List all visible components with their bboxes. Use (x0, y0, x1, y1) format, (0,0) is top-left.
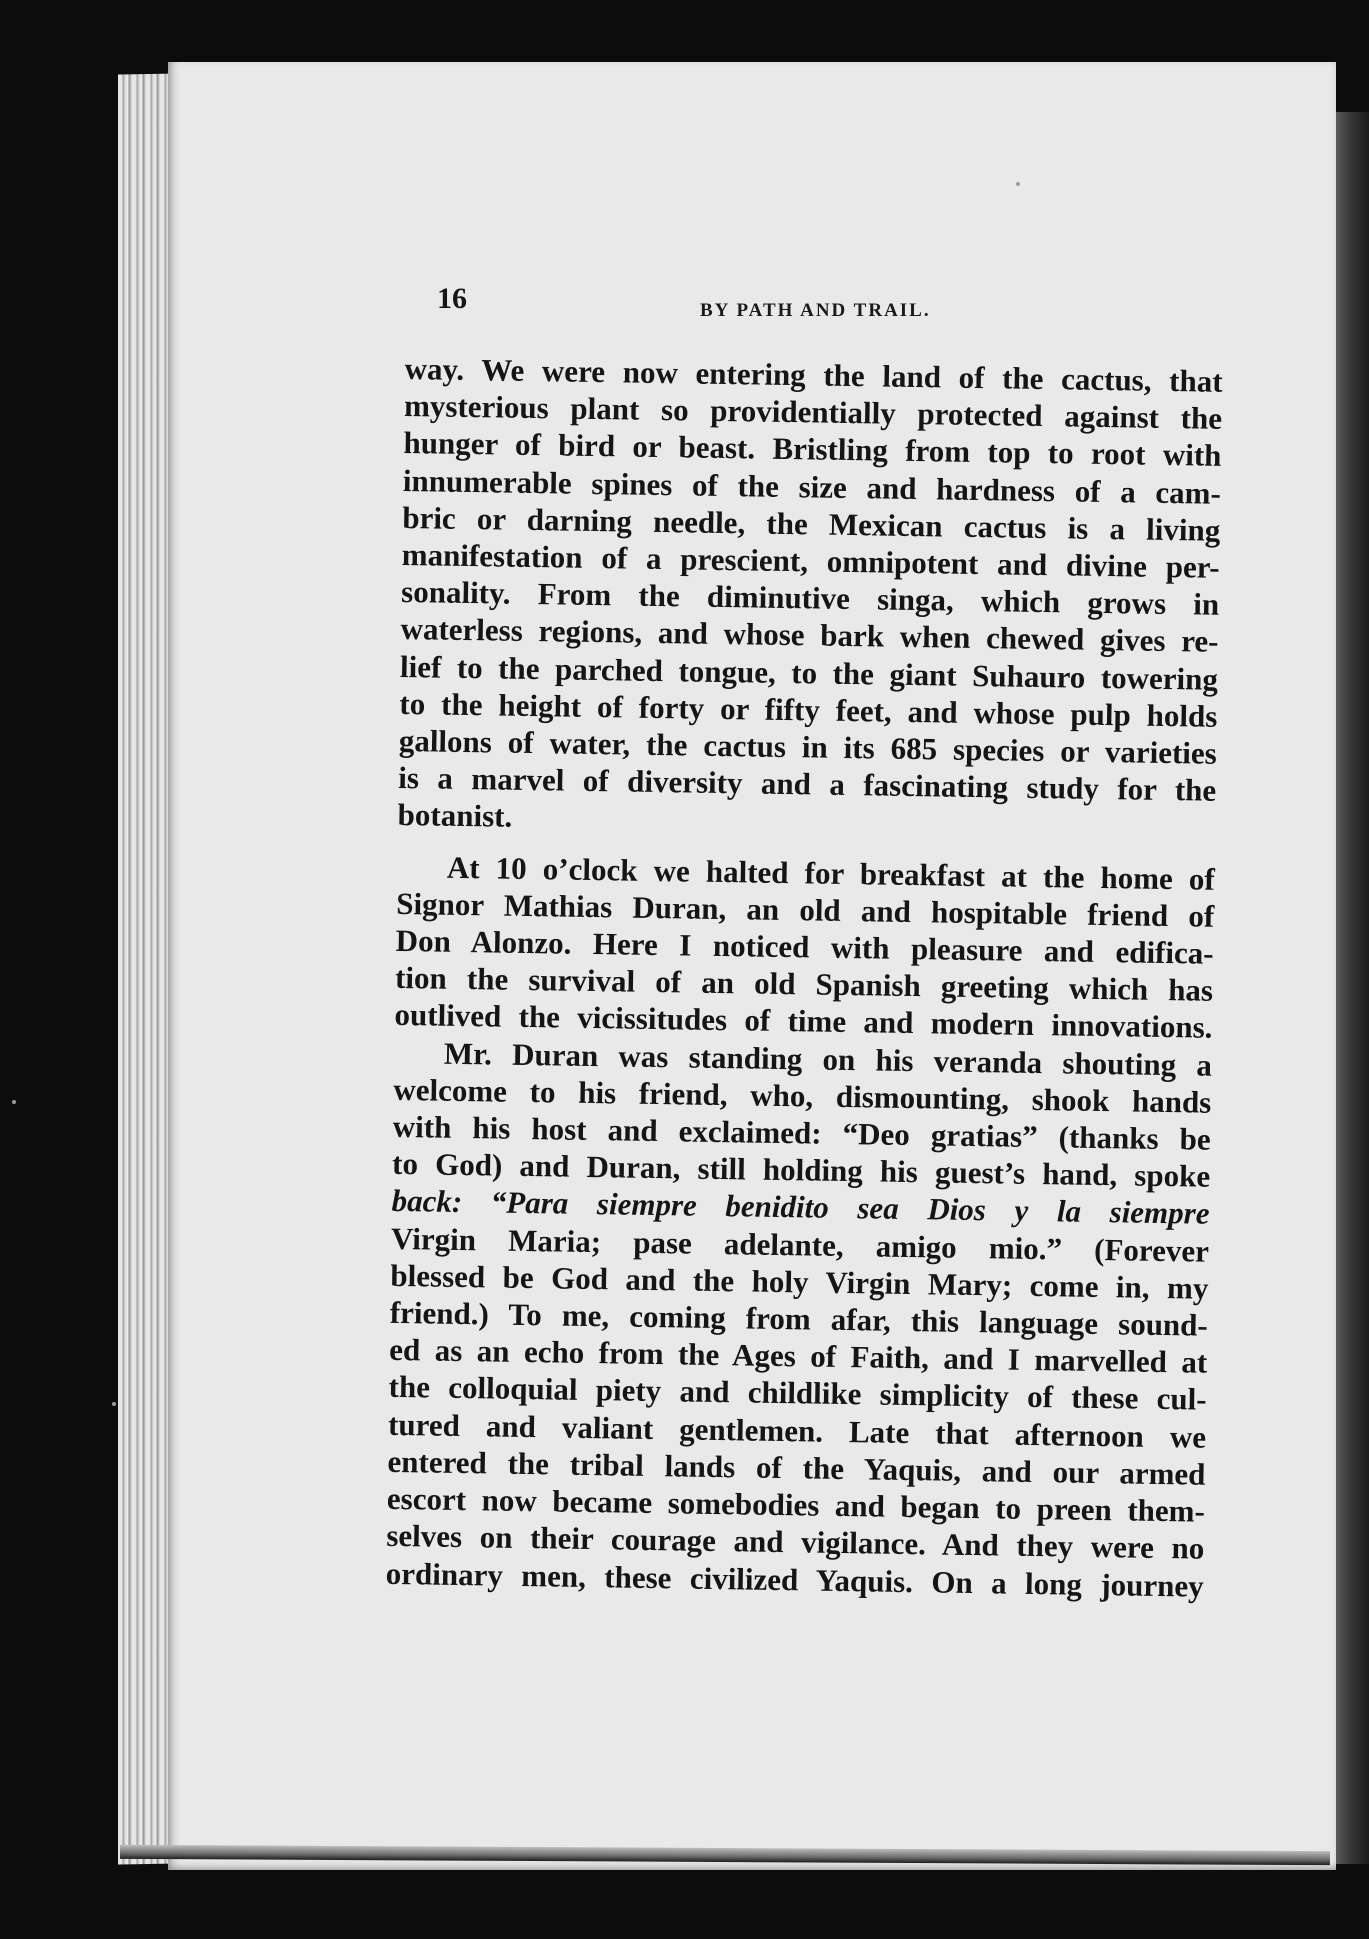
running-title: BY PATH AND TRAIL. (700, 300, 931, 321)
text-line: is a marvel of diversity and a fascinating study for the (398, 760, 1217, 809)
paragraph-3 (385, 1034, 1212, 1605)
text-line: sonality. From the diminutive singa, which grows in (400, 574, 1220, 623)
paragraph-1 (397, 350, 1222, 846)
text-line: tion the survival of an old Spanish greeting which has (394, 960, 1214, 1009)
text-line: bric or darning needle, the Mexican cactus is a living (402, 499, 1221, 548)
text-line: to God) and Duran, still holding his guest’s hand, spoke (391, 1146, 1211, 1195)
text-line: ordinary men, these civilized Yaquis. On a long journey (385, 1555, 1204, 1604)
text-line: lief to the parched tongue, to the giant Suhauro towering (399, 648, 1219, 697)
text-line: outlived the vicissitudes of time and modern innovations. (394, 997, 1213, 1046)
text-line: friend.) To me, coming from afar, this language sound- (389, 1294, 1209, 1343)
text-line: innumerable spines of the size and hardness of a cam- (402, 462, 1222, 511)
page-number: 16 (437, 282, 467, 315)
text-line: hunger of bird or beast. Bristling from top to root with (403, 425, 1222, 474)
text-line: ed as an echo from the Ages of Faith, and I marvelled at (389, 1332, 1208, 1381)
text-line: tured and valiant gentlemen. Late that afternoon we (387, 1406, 1207, 1455)
text-line: waterless regions, and whose bark when chewed gives re- (400, 611, 1219, 660)
text-line: gallons of water, the cactus in its 685 species or varieties (398, 722, 1218, 771)
text-line: welcome to his friend, who, dismounting, shook hands (393, 1071, 1212, 1120)
text-line: with his host and exclaimed: “Deo gratias” (thanks be (392, 1108, 1211, 1157)
body-text (385, 350, 1222, 1604)
text-line: back: “Para siempre benidito sea Dios y la siempre (391, 1183, 1210, 1232)
text-line: way. We were now entering the land of the cactus, that (404, 350, 1223, 399)
scan-speck (12, 1100, 16, 1104)
text-line: selves on their courage and vigilance. And they were no (386, 1518, 1205, 1566)
text-line: entered the tribal lands of the Yaquis, and our armed (387, 1443, 1206, 1492)
facing-page-edge (1336, 112, 1369, 1864)
paragraph-2 (394, 848, 1215, 1047)
text-line: Don Alonzo. Here I noticed with pleasure and edifica- (395, 922, 1214, 971)
text-line: At 10 o’clock we halted for breakfast at the home of (446, 849, 1216, 897)
text-line: Virgin Maria; pase adelante, amigo mio.” (Forever (390, 1220, 1210, 1269)
text-line: manifestation of a prescient, omnipotent and divine per- (401, 536, 1220, 585)
scan-speck (112, 1402, 116, 1406)
text-line: botanist. (397, 797, 513, 835)
text-line: Signor Mathias Duran, an old and hospitable friend of (396, 885, 1215, 934)
text-line: Mr. Duran was standing on his veranda shouting a (443, 1035, 1213, 1083)
text-line: the colloquial piety and childlike simplicity of these cul- (388, 1369, 1207, 1418)
text-line: escort now became somebodies and began to preen them- (386, 1480, 1206, 1529)
scan-speck (1016, 182, 1020, 186)
text-line: blessed be God and the holy Virgin Mary; come in, my (390, 1257, 1209, 1306)
text-line: to the height of forty or fifty feet, and whose pulp holds (399, 685, 1218, 734)
text-line: mysterious plant so providentially protected against the (403, 388, 1223, 437)
